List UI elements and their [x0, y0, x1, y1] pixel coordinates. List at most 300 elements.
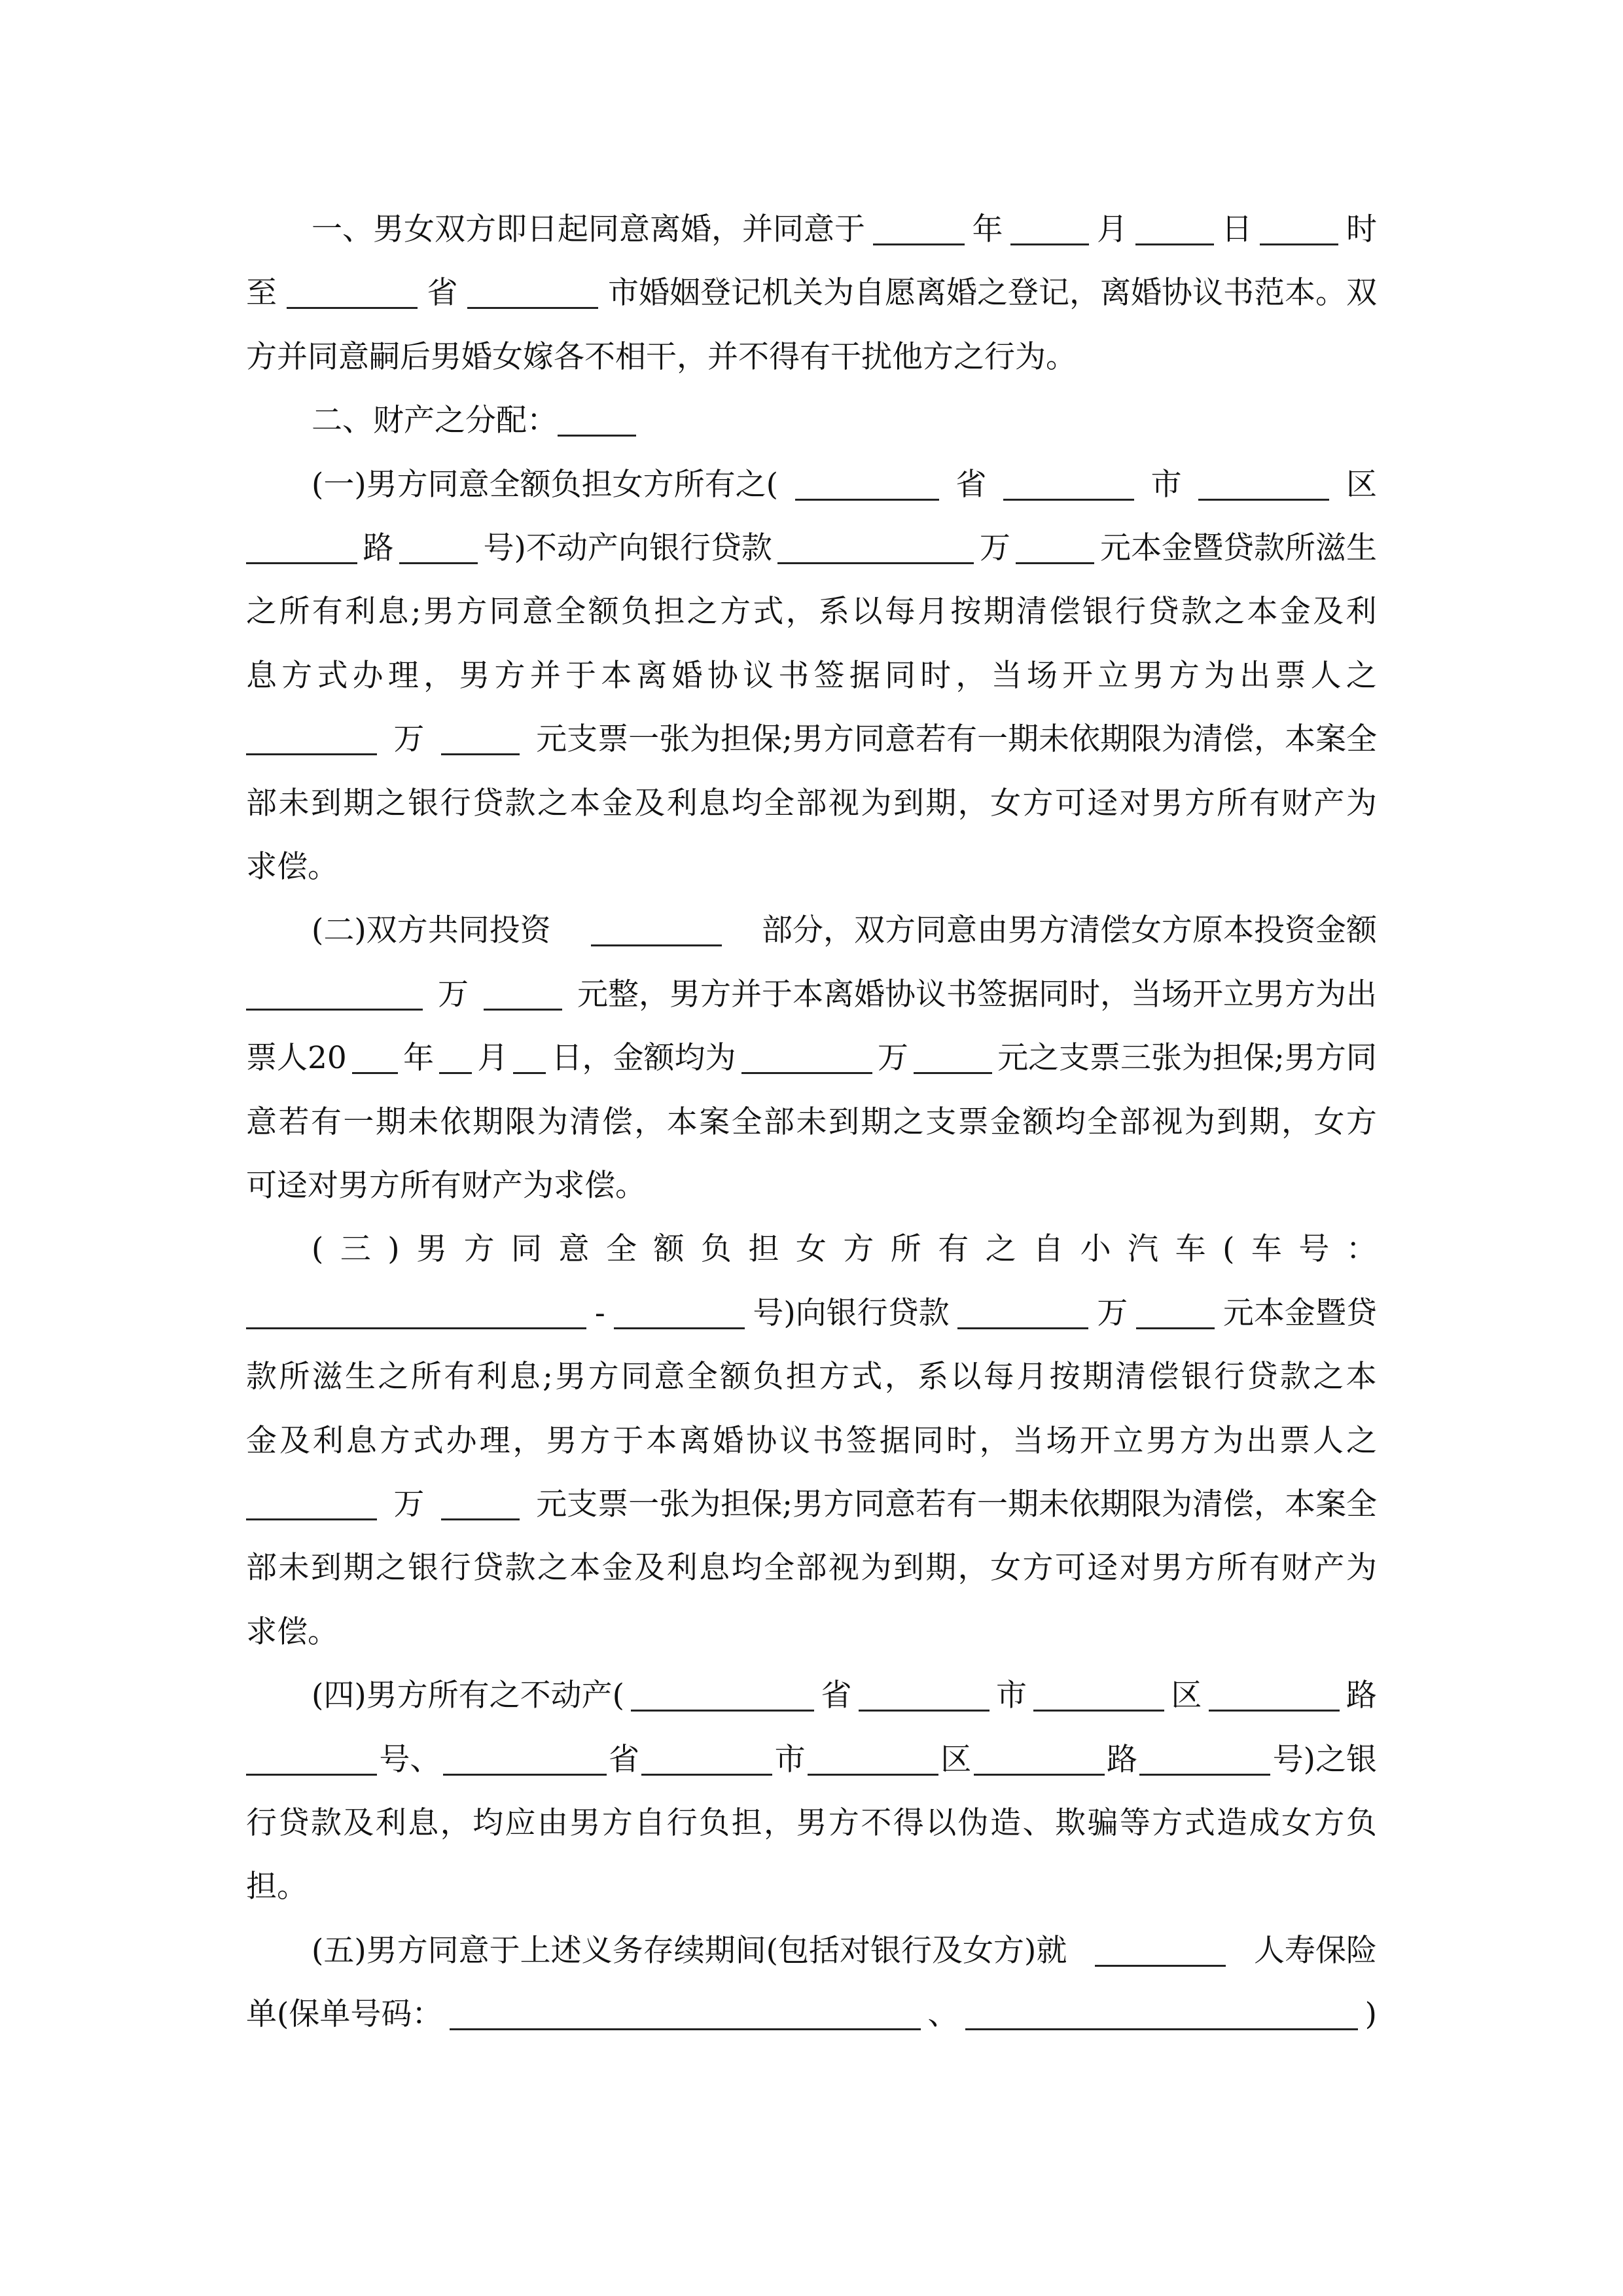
text-run: 号、: [379, 1742, 441, 1778]
text-line: [246, 529, 1377, 568]
text-char: 票: [1275, 658, 1306, 694]
fill-in-blank[interactable]: [441, 722, 520, 755]
text-char: 滋: [312, 1359, 343, 1395]
text-char: 到: [828, 1104, 859, 1140]
text-char: 金: [246, 1423, 277, 1459]
text-char: 银: [1082, 594, 1113, 630]
text-run: 求偿。: [246, 1614, 338, 1650]
text-char: 期: [473, 1104, 504, 1140]
text-run: 市: [1150, 467, 1182, 503]
text-char: 男: [569, 1805, 601, 1841]
text-char: 全: [687, 1359, 718, 1395]
text-char: 行: [440, 1550, 471, 1586]
text-char: 所: [1217, 785, 1248, 821]
text-char: 行: [246, 1805, 277, 1841]
text-char: 视: [1152, 1104, 1183, 1140]
text-run: 元之支票三张为担保;男方同: [997, 1040, 1377, 1076]
text-char: 息: [509, 1359, 541, 1395]
text-char: 行: [1115, 594, 1147, 630]
text-run: 万: [438, 977, 469, 1013]
fill-in-blank[interactable]: [450, 1997, 921, 2030]
fill-in-blank[interactable]: [614, 1296, 745, 1329]
text-char: 未: [796, 1104, 827, 1140]
text-char: 女: [795, 1231, 827, 1267]
text-char: 方: [1313, 1805, 1345, 1841]
text-run: (五)男方同意于上述义务存续期间(包括对银行及女方)就: [312, 1933, 1067, 1969]
text-run: 市婚姻登记机关为自愿离婚之登记，离婚协议书范本。双: [608, 275, 1377, 311]
text-line: [246, 1039, 1377, 1078]
text-char: 所: [279, 1359, 310, 1395]
text-char: 人: [1313, 1423, 1344, 1459]
text-char: 额: [588, 594, 619, 630]
text-line: [246, 465, 1377, 505]
text-line: [246, 1357, 1377, 1397]
fill-in-blank[interactable]: [795, 467, 939, 501]
text-run: 部分，双方同意由男方清偿女方原本投资金额: [762, 912, 1377, 948]
text-char: 金: [990, 1104, 1022, 1140]
text-char: 利: [666, 1550, 698, 1586]
text-char: 签: [846, 1423, 877, 1459]
fill-in-blank[interactable]: [1010, 212, 1089, 245]
text-char: 欺: [1054, 1805, 1086, 1841]
text-char: 立: [1097, 658, 1129, 694]
text-char: ，: [764, 1805, 794, 1841]
text-char: 意: [246, 1104, 277, 1140]
text-char: 方: [588, 1359, 619, 1395]
text-run: 路: [1346, 1677, 1377, 1713]
text-run: 年: [403, 1040, 435, 1076]
text-char: 银: [408, 1550, 439, 1586]
text-char: 方: [1152, 1805, 1183, 1841]
text-char: 造: [990, 1805, 1022, 1841]
text-char: 部: [796, 1550, 827, 1586]
fill-in-blank[interactable]: [399, 531, 478, 564]
text-char: 对: [1119, 785, 1150, 821]
text-char: 息: [378, 594, 409, 630]
text-char: 同: [884, 658, 916, 694]
text-run: 万: [979, 530, 1010, 566]
text-char: 小: [1080, 1231, 1111, 1267]
text-char: 协: [746, 1423, 777, 1459]
fill-in-blank[interactable]: [287, 276, 418, 309]
text-char: 等: [1119, 1805, 1150, 1841]
text-run: -: [594, 1295, 605, 1331]
fill-in-blank[interactable]: [484, 977, 562, 1011]
text-char: 男: [796, 1805, 827, 1841]
text-char: 息: [699, 785, 730, 821]
text-run: 求偿。: [246, 849, 338, 885]
text-char: 之: [375, 785, 406, 821]
text-char: 偿: [601, 1104, 633, 1140]
text-char: 视: [828, 785, 859, 821]
text-line: [246, 1613, 1377, 1652]
text-char: 本: [1247, 594, 1278, 630]
fill-in-blank[interactable]: [246, 1742, 377, 1776]
text-char: 期: [983, 594, 1014, 630]
text-char: 有: [1249, 1550, 1280, 1586]
fill-in-blank[interactable]: [808, 1742, 938, 1776]
text-char: 之: [246, 594, 277, 630]
fill-in-blank[interactable]: [467, 276, 598, 309]
fill-in-blank[interactable]: [641, 1742, 772, 1776]
text-char: 所: [890, 1231, 921, 1267]
text-char: 产: [1313, 785, 1345, 821]
text-char: 担: [731, 1805, 762, 1841]
text-char: 之: [687, 594, 718, 630]
fill-in-blank[interactable]: [352, 1041, 398, 1074]
text-char: 行: [440, 785, 471, 821]
fill-in-blank[interactable]: [1139, 1742, 1270, 1776]
text-char: 场: [1026, 658, 1058, 694]
text-char: 方: [1022, 785, 1054, 821]
text-char: ，: [440, 1805, 471, 1841]
text-char: 一: [343, 1104, 374, 1140]
text-char: 全: [764, 785, 794, 821]
text-char: 有: [938, 1231, 969, 1267]
text-char: 意: [522, 594, 553, 630]
text-char: 离: [679, 1423, 711, 1459]
fill-in-blank[interactable]: [439, 1041, 472, 1074]
text-char: 之: [378, 1359, 409, 1395]
text-char: 据: [879, 1423, 910, 1459]
text-char: 贷: [278, 1805, 310, 1841]
text-char: 额: [653, 1231, 685, 1267]
text-char: 办: [446, 1423, 477, 1459]
fill-in-blank[interactable]: [591, 913, 722, 946]
text-char: 伪: [957, 1805, 989, 1841]
text-char: 息: [699, 1550, 730, 1586]
text-line: [246, 1867, 1377, 1907]
text-char: 方: [281, 658, 313, 694]
text-char: 本: [666, 1104, 698, 1140]
text-char: 以: [925, 1805, 957, 1841]
text-run: 区: [1346, 467, 1377, 503]
text-char: 票: [957, 1104, 989, 1140]
text-char: 式: [412, 1423, 444, 1459]
text-char: 方: [1168, 658, 1200, 694]
text-char: 女: [1281, 1805, 1312, 1841]
text-char: 之: [537, 1550, 568, 1586]
text-char: 息: [408, 1805, 439, 1841]
text-char: 并: [529, 658, 561, 694]
text-char: 签: [813, 658, 845, 694]
text-line: [246, 1422, 1377, 1461]
fill-in-blank[interactable]: [443, 1742, 607, 1776]
text-run: 单(保单号码：: [246, 1996, 443, 2032]
text-char: 及: [343, 1805, 374, 1841]
text-char: 为: [1346, 1550, 1377, 1586]
text-char: 到: [1217, 1104, 1248, 1140]
text-char: 书: [778, 658, 810, 694]
text-char: 协: [707, 658, 738, 694]
fill-in-blank[interactable]: [1260, 212, 1338, 245]
text-char: 贷: [473, 1550, 504, 1586]
fill-in-blank[interactable]: [558, 403, 636, 437]
text-char: 未: [278, 1550, 310, 1586]
text-char: 息: [246, 658, 277, 694]
text-line: [246, 1166, 1377, 1206]
text-run: 万: [877, 1040, 908, 1076]
text-char: 全: [605, 1231, 637, 1267]
text-char: 系: [819, 594, 850, 630]
text-run: 省: [608, 1742, 639, 1778]
text-char: 由: [537, 1805, 568, 1841]
text-char: 案: [699, 1104, 730, 1140]
fill-in-blank[interactable]: [974, 1742, 1105, 1776]
text-char: 之: [985, 1231, 1016, 1267]
text-char: 款: [1279, 1359, 1311, 1395]
text-char: 得: [893, 1805, 924, 1841]
text-line: [246, 1804, 1377, 1843]
text-run: 担。: [246, 1869, 308, 1905]
text-char: 及: [1313, 594, 1344, 630]
text-char: 款: [310, 1805, 342, 1841]
text-char: 行: [1214, 1359, 1245, 1395]
text-run: 元整，男方并于本离婚协议书签据同时，当场开立男方为出: [577, 977, 1377, 1013]
text-char: 办: [352, 658, 383, 694]
fill-in-blank[interactable]: [777, 531, 974, 564]
text-run: 元支票一张为担保;男方同意若有一期未依期限为清偿，本案全: [536, 1486, 1377, 1522]
fill-in-blank[interactable]: [1095, 1933, 1226, 1967]
text-char: 利: [1346, 594, 1377, 630]
text-char: 未: [408, 1104, 439, 1140]
text-char: 贷: [1148, 594, 1179, 630]
fill-in-blank[interactable]: [441, 1487, 520, 1520]
text-run: 一、男女双方即日起同意离婚，并同意于: [312, 211, 865, 247]
text-char: 负: [620, 594, 652, 630]
text-char: 议: [743, 658, 774, 694]
text-run: 万: [393, 721, 425, 757]
text-char: 造: [1217, 1805, 1248, 1841]
text-char: 行: [666, 1805, 698, 1841]
text-line: [246, 1740, 1377, 1780]
text-char: 式: [851, 1359, 883, 1395]
text-run: 万: [1097, 1295, 1128, 1331]
fill-in-blank[interactable]: [631, 1678, 814, 1712]
text-char: 均: [473, 1805, 504, 1841]
fill-in-blank[interactable]: [1016, 531, 1094, 564]
text-char: 成: [1249, 1805, 1280, 1841]
text-char: 偿: [1049, 594, 1080, 630]
text-line: [246, 848, 1377, 887]
text-char: 所: [279, 594, 310, 630]
text-char: 方: [819, 1359, 850, 1395]
text-char: 理: [387, 658, 419, 694]
fill-in-blank[interactable]: [246, 1296, 586, 1329]
text-char: 开: [1079, 1423, 1111, 1459]
text-char: 议: [779, 1423, 810, 1459]
text-line: [246, 274, 1377, 313]
text-char: 有: [444, 1359, 475, 1395]
text-char: 出: [1246, 1423, 1277, 1459]
text-char: 可: [1054, 785, 1086, 821]
fill-in-blank[interactable]: [246, 977, 423, 1011]
text-char: 方: [843, 1231, 874, 1267]
text-char: 利: [666, 785, 698, 821]
text-char: 人: [1310, 658, 1342, 694]
text-char: 立: [1113, 1423, 1144, 1459]
fill-in-blank[interactable]: [246, 1487, 377, 1520]
text-line: [246, 338, 1377, 377]
text-char: 清: [569, 1104, 601, 1140]
text-run: 人寿保险: [1253, 1933, 1377, 1969]
text-char: 额: [1022, 1104, 1054, 1140]
text-char: 期: [925, 785, 957, 821]
text-char: 产: [1313, 1550, 1345, 1586]
text-char: 偿: [1148, 1359, 1179, 1395]
text-char: 到: [893, 1550, 924, 1586]
text-char: 负: [1346, 1805, 1377, 1841]
text-char: 财: [1281, 1550, 1312, 1586]
text-char: 婚: [713, 1423, 744, 1459]
text-line: [246, 210, 1377, 249]
text-char: 均: [731, 1550, 762, 1586]
text-run: 元支票一张为担保;男方同意若有一期未依期限为清偿，本案全: [536, 721, 1377, 757]
text-char: 为: [1213, 1423, 1244, 1459]
text-char: ：: [1346, 1231, 1377, 1267]
fill-in-blank[interactable]: [741, 1041, 872, 1074]
text-char: 所: [1217, 1550, 1248, 1586]
text-run: 时: [1346, 211, 1377, 247]
text-char: 未: [278, 785, 310, 821]
text-char: 银: [1181, 1359, 1212, 1395]
text-char: 及: [634, 785, 666, 821]
text-char: 部: [796, 785, 827, 821]
text-char: 方: [828, 1805, 859, 1841]
text-char: 自: [634, 1805, 666, 1841]
text-run: 号)向银行贷款: [753, 1295, 950, 1331]
text-char: 担: [654, 594, 685, 630]
text-char: 时: [946, 1423, 977, 1459]
fill-in-blank[interactable]: [1135, 212, 1214, 245]
text-line: [246, 1485, 1377, 1524]
text-run: 、: [927, 1996, 959, 2032]
text-char: 期: [1082, 1359, 1113, 1395]
text-char: 之: [1346, 658, 1377, 694]
text-char: 银: [408, 785, 439, 821]
text-char: 按: [1049, 1359, 1080, 1395]
text-run: 二、财产之分配：: [312, 403, 558, 439]
text-char: 方: [579, 1423, 611, 1459]
fill-in-blank[interactable]: [1209, 1678, 1340, 1712]
text-char: 男: [1152, 785, 1183, 821]
text-char: 月: [918, 594, 949, 630]
fill-in-blank[interactable]: [859, 1678, 990, 1712]
fill-in-blank[interactable]: [873, 212, 965, 245]
text-char: 车: [1175, 1231, 1206, 1267]
text-line: [246, 720, 1377, 759]
text-char: 本: [601, 658, 632, 694]
text-run: 市: [995, 1677, 1027, 1713]
text-char: 负: [699, 1805, 730, 1841]
text-line: [246, 1676, 1377, 1715]
text-char: 男: [1152, 1550, 1183, 1586]
text-run: ): [1364, 1996, 1377, 2032]
text-char: 理: [479, 1423, 510, 1459]
text-char: (: [1222, 1231, 1235, 1267]
text-char: 对: [1119, 1550, 1150, 1586]
text-run: (二)双方共同投资: [312, 912, 551, 948]
fill-in-blank[interactable]: [965, 1997, 1358, 2030]
text-char: 若: [278, 1104, 310, 1140]
text-char: 时: [920, 658, 952, 694]
text-char: 所: [410, 1359, 442, 1395]
text-char: 有: [310, 1104, 342, 1140]
fill-in-blank[interactable]: [246, 722, 377, 755]
text-char: 三: [340, 1231, 371, 1267]
text-run: (四)男方所有之不动产(: [312, 1677, 625, 1713]
fill-in-blank[interactable]: [246, 531, 357, 564]
fill-in-blank[interactable]: [957, 1296, 1088, 1329]
text-char: 票: [1279, 1423, 1311, 1459]
text-run: 元本金暨贷: [1222, 1295, 1377, 1331]
text-char: 号: [1298, 1231, 1330, 1267]
fill-in-blank[interactable]: [1003, 467, 1134, 501]
text-char: 当: [991, 658, 1022, 694]
text-char: ，: [955, 658, 987, 694]
text-char: 担: [748, 1231, 779, 1267]
text-char: 期: [343, 785, 374, 821]
text-char: 男: [546, 1423, 577, 1459]
text-char: ，: [1281, 1104, 1312, 1140]
fill-in-blank[interactable]: [1198, 467, 1329, 501]
text-char: 利: [345, 594, 376, 630]
text-char: 担: [785, 1359, 817, 1395]
fill-in-blank[interactable]: [1136, 1296, 1215, 1329]
text-char: 款: [246, 1359, 277, 1395]
text-char: 息: [346, 1423, 377, 1459]
text-char: 金: [601, 1550, 633, 1586]
text-char: 到: [310, 785, 342, 821]
text-char: 视: [828, 1550, 859, 1586]
text-char: 月: [1016, 1359, 1048, 1395]
text-char: 之: [1214, 594, 1245, 630]
fill-in-blank[interactable]: [914, 1041, 992, 1074]
text-run: 省: [427, 275, 458, 311]
text-char: 同: [912, 1423, 944, 1459]
text-char: 全: [1087, 1104, 1118, 1140]
text-char: 之: [1346, 1423, 1377, 1459]
text-char: 期: [375, 1104, 406, 1140]
text-char: 方: [601, 1805, 633, 1841]
text-char: 之: [1313, 1359, 1344, 1395]
text-char: 金: [601, 785, 633, 821]
text-run: (一)男方同意全额负担女方所有之(: [312, 467, 779, 503]
text-char: 之: [375, 1550, 406, 1586]
text-char: 本: [569, 1550, 601, 1586]
text-char: 负: [700, 1231, 732, 1267]
text-char: 方: [494, 658, 526, 694]
text-run: 万: [393, 1486, 425, 1522]
text-char: 均: [1054, 1104, 1086, 1140]
fill-in-blank[interactable]: [513, 1041, 546, 1074]
text-char: 式: [1184, 1805, 1215, 1841]
text-line: [246, 592, 1377, 632]
text-char: ，: [512, 1423, 544, 1459]
text-char: 婚: [671, 658, 703, 694]
text-run: 区: [940, 1742, 972, 1778]
fill-in-blank[interactable]: [1033, 1678, 1164, 1712]
text-line: [246, 1294, 1377, 1333]
text-char: 方: [1022, 1550, 1054, 1586]
text-char: 及: [279, 1423, 310, 1459]
text-char: 为: [537, 1104, 568, 1140]
text-char: 男: [1146, 1423, 1177, 1459]
text-line: [246, 1931, 1377, 1971]
text-char: 方: [1179, 1423, 1211, 1459]
text-char: 全: [555, 594, 586, 630]
text-char: 、: [1022, 1805, 1054, 1841]
